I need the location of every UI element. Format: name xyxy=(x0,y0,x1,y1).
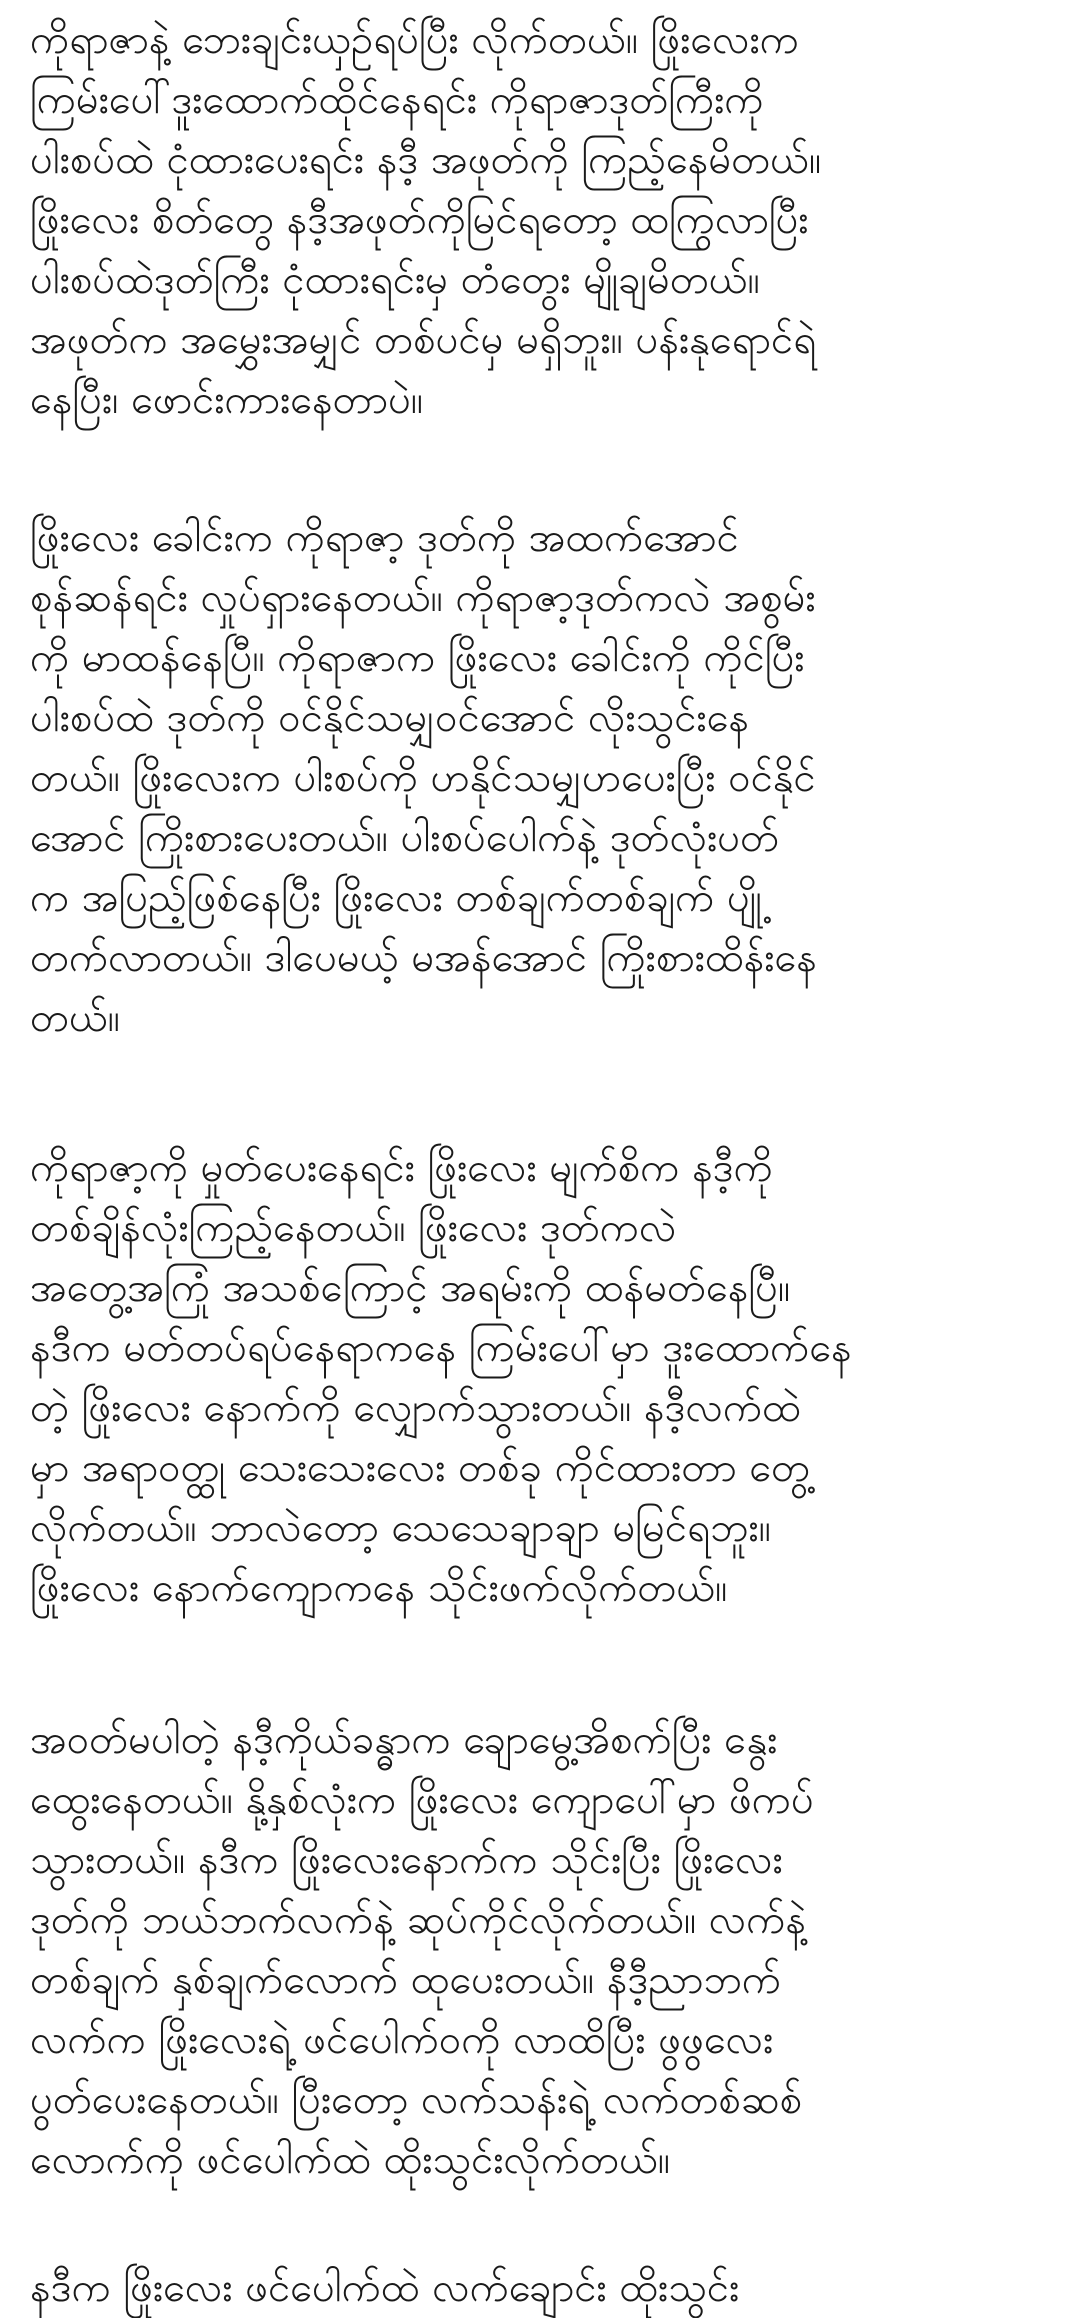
paragraph-2 xyxy=(30,508,817,1048)
text-line: ကိုရာဇာ့ကို မှုတ်ပေးနေရင်း ဖြိုးလေး မျက်စိက နဒီ့ကို xyxy=(30,1145,773,1191)
text-line: အဖုတ်က အမွှေးအမျှင် တစ်ပင်မှ မရှိဘူး။ ပန်းနုရောင်ရဲ xyxy=(30,317,817,363)
text-line: ပွတ်ပေးနေတယ်။ ပြီးတော့ လက်သန်းရဲ့ လက်တစ်ဆစ် xyxy=(30,2077,803,2123)
text-line: တဲ့ ဖြိုးလေး နောက်ကို လျှောက်သွားတယ်။ နဒီ့လက်ထဲ xyxy=(30,1385,801,1431)
text-line: တယ်။ xyxy=(30,995,120,1041)
text-line: အတွေ့အကြုံ အသစ်ကြောင့် အရမ်းကို ထန်မတ်နေပြီ။ xyxy=(30,1265,791,1311)
text-line: သွားတယ်။ နဒီက ဖြိုးလေးနောက်က သိုင်းပြီး ဖြိုးလေး xyxy=(30,1837,783,1883)
text-line: နေပြီး၊ ဖောင်းကားနေတာပဲ။ xyxy=(30,377,423,423)
text-line: လောက်ကို ဖင်ပေါက်ထဲ ထိုးသွင်းလိုက်တယ်။ xyxy=(30,2137,671,2183)
text-line: ဖြိုးလေး စိတ်တွေ နဒီ့အဖုတ်ကိုမြင်ရတော့ ထကြွလာပြီး xyxy=(30,197,809,243)
text-line: အောင် ကြိုးစားပေးတယ်။ ပါးစပ်ပေါက်နဲ့ ဒုတ်လုံးပတ် xyxy=(30,815,780,861)
text-line: တစ်ချက် နှစ်ချက်လောက် ထုပေးတယ်။ နီဒီ့ညာဘက် xyxy=(30,1957,782,2003)
text-line: ပါးစပ်ထဲဒုတ်ကြီး ငုံထားရင်းမှ တံတွေး မျိုချမိတယ်။ xyxy=(30,257,760,303)
text-line: လိုက်တယ်။ ဘာလဲတော့ သေသေချာချာ မမြင်ရဘူး။ xyxy=(30,1505,771,1551)
text-line: မှာ အရာဝတ္ထု သေးသေးလေး တစ်ခု ကိုင်ထားတာ တွေ့ xyxy=(30,1445,811,1491)
text-line: ထွေးနေတယ်။ နို့နှစ်လုံးက ဖြိုးလေး ကျောပေါ်မှာ ဖိကပ် xyxy=(30,1777,814,1823)
text-line: ဒုတ်ကို ဘယ်ဘက်လက်နဲ့ ဆုပ်ကိုင်လိုက်တယ်။ လက်နဲ့ xyxy=(30,1897,807,1943)
text-line: ဖြိုးလေး ခေါင်းက ကိုရာဇာ့ ဒုတ်ကို အထက်အောင် xyxy=(30,515,739,561)
text-line: တက်လာတယ်။ ဒါပေမယ့် မအန်အောင် ကြိုးစားထိန်းနေ xyxy=(30,935,817,981)
text-line: ဖြိုးလေး နောက်ကျောကနေ သိုင်းဖက်လိုက်တယ်။ xyxy=(30,1565,728,1611)
text-line: ကြမ်းပေါ်ဒူးထောက်ထိုင်နေရင်း ကိုရာဇာဒုတ်ကြီးကို xyxy=(30,77,764,123)
text-line: ပါးစပ်ထဲ ဒုတ်ကို ဝင်နိုင်သမျှဝင်အောင် လိုးသွင်းနေ xyxy=(30,695,750,741)
text-line: ကို မာထန်နေပြီ။ ကိုရာဇာက ဖြိုးလေး ခေါင်းကို ကိုင်ပြီး xyxy=(30,635,805,681)
text-line: က အပြည့်ဖြစ်နေပြီး ဖြိုးလေး တစ်ချက်တစ်ချက် ပျို့ xyxy=(30,875,762,921)
text-line: ကိုရာဇာနဲ့ ဘေးချင်းယှဉ်ရပ်ပြီး လိုက်တယ်။ ဖြိုးလေးက xyxy=(30,17,799,63)
text-line: အဝတ်မပါတဲ့ နဒီ့ကိုယ်ခန္ဓာက ချောမွေ့အိစက်ပြီး နွေး xyxy=(30,1717,778,1763)
text-line: ပါးစပ်ထဲ ငုံထားပေးရင်း နဒီ့ အဖုတ်ကို ကြည့်နေမိတယ်။ xyxy=(30,137,822,183)
text-line: တစ်ချိန်လုံးကြည့်နေတယ်။ ဖြိုးလေး ဒုတ်ကလဲ xyxy=(30,1205,677,1251)
text-line: တယ်။ ဖြိုးလေးက ပါးစပ်ကို ဟနိုင်သမျှဟပေးပြီး ဝင်နိုင် xyxy=(30,755,816,801)
paragraph-4 xyxy=(30,1710,814,2190)
text-line: လက်က ဖြိုးလေးရဲ့ ဖင်ပေါက်ဝကို လာထိပြီး ဖွဖွလေး xyxy=(30,2017,774,2063)
text-line: စုန်ဆန်ရင်း လှုပ်ရှားနေတယ်။ ကိုရာဇာ့ဒုတ်ကလဲ အစွမ်း xyxy=(30,575,816,621)
text-line: နဒီက မတ်တပ်ရပ်နေရာကနေ ကြမ်းပေါ်မှာ ဒူးထောက်နေ xyxy=(30,1325,852,1371)
paragraph-1 xyxy=(30,10,821,430)
cut-off-text-line: နဒီက ဖြိုးလေး ဖင်ပေါက်ထဲ လက်ချောင်း ထိုးသွင်း xyxy=(30,2265,740,2311)
paragraph-3 xyxy=(30,1138,852,1618)
